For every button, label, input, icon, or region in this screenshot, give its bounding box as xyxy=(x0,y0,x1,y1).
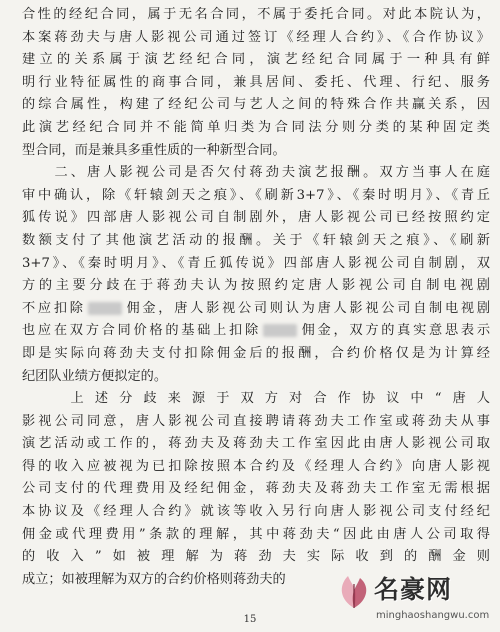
text-segment: 的收入”如被理解为蒋劲夫实际收到的酬金则 xyxy=(22,549,490,565)
text-segment: 佣金或代理费用”条款的理解，其中蒋劲夫“因此由唐人公司取得 xyxy=(22,526,490,542)
text-line xyxy=(22,162,490,185)
watermark xyxy=(330,566,498,630)
text-segment: 3+7》、《秦时明月》、《青丘狐传说》四部唐人影视公司自制剧，双 xyxy=(22,255,490,271)
text-segment: 方的主要分歧在于蒋劲夫认为按照约定唐人影视公司自制电视剧 xyxy=(22,278,490,294)
watermark-title: 名豪网 xyxy=(374,575,453,604)
text-segment: 建立的关系属于演艺经纪合同，演艺经纪合同属于一种具有鲜 xyxy=(22,52,490,68)
text-line xyxy=(22,230,490,253)
text-line xyxy=(22,343,490,366)
text-segment: 本协议及《经理人合约》就该等收入另行向唐人影视公司支付经纪 xyxy=(22,504,490,520)
page-number: 15 xyxy=(243,614,257,625)
text-line xyxy=(22,411,490,434)
text-line xyxy=(22,49,490,72)
text-segment: 不应扣除 xyxy=(22,300,86,316)
redacted-amount xyxy=(88,302,122,315)
text-segment: 演艺活动或工作的，蒋劲夫及蒋劲夫工作室因此由唐人影视公司取 xyxy=(22,436,490,452)
text-line xyxy=(22,4,490,27)
watermark-url: minghaoshangwu.com xyxy=(376,610,490,621)
text-line xyxy=(22,320,490,343)
text-segment: 即是实际向蒋劲夫支付扣除佣金后的报酬，合约价格仅是为计算经 xyxy=(22,345,490,361)
text-segment: 本案蒋劲夫与唐人影视公司通过签订《经理人合约》、《合作协议》 xyxy=(22,29,490,45)
text-segment: 的综合属性，构建了经纪公司与艺人之间的特殊合作共赢关系，因 xyxy=(22,97,490,113)
text-segment: 合性的经纪合同，属于无名合同，不属于委托合同。对此本院认为， xyxy=(22,7,490,22)
text-line xyxy=(22,501,490,524)
text-segment: 成立；如被理解为双方的合约价格则蒋劲夫的 xyxy=(22,571,286,587)
text-line xyxy=(22,117,490,140)
text-segment: 二、唐人影视公司是否欠付蒋劲夫演艺报酬。双方当事人在庭 xyxy=(22,165,490,181)
leaf-logo-icon xyxy=(334,572,374,612)
text-segment: 公司支付的代理费用及经纪佣金，蒋劲夫及蒋劲夫工作室无需根据 xyxy=(22,481,490,497)
text-line xyxy=(22,478,490,501)
redacted-amount xyxy=(263,324,297,337)
text-line xyxy=(22,388,490,411)
text-line xyxy=(22,27,490,50)
text-segment: 佣金，唐人影视公司则认为唐人影视公司自制电视剧 xyxy=(123,300,490,316)
text-line xyxy=(22,366,490,389)
text-line xyxy=(22,253,490,276)
text-segment: 明行业特征属性的商事合同，兼具居间、委托、代理、行纪、服务 xyxy=(22,74,490,90)
text-line xyxy=(22,94,490,117)
text-segment: 数额支付了其他演艺活动的报酬。关于《轩辕剑天之痕》、《刷新 xyxy=(22,232,490,248)
text-segment: 也应在双方合同价格的基础上扣除 xyxy=(22,323,261,339)
text-segment: 得的收入应被视为已扣除按照本合约及《经理人合约》向唐人影视 xyxy=(22,458,490,474)
text-segment: 型合同，而是兼具多重性质的一种新型合同。 xyxy=(22,142,286,158)
text-line xyxy=(22,433,490,456)
text-line xyxy=(22,275,490,298)
text-segment: 上述分歧来源于双方对合作协议中“唐人 xyxy=(22,391,490,407)
text-segment: 审中确认，除《轩辕剑天之痕》、《刷新3+7》、《秦时明月》、《青丘 xyxy=(22,187,490,203)
text-segment: 狐传说》四部唐人影视公司自制剧外，唐人影视公司已经按照约定 xyxy=(22,210,490,226)
text-line xyxy=(22,185,490,208)
text-line xyxy=(22,140,490,163)
text-segment: 影视公司同意，唐人影视公司直接聘请蒋劲夫工作室或蒋劲夫从事 xyxy=(22,413,490,429)
text-line xyxy=(22,72,490,95)
text-segment: 纪团队业绩方便拟定的。 xyxy=(22,368,168,384)
text-line xyxy=(22,207,490,230)
text-segment: 佣金，双方的真实意思表示 xyxy=(298,323,490,339)
text-segment: 此演艺经纪合同并不能简单归类为合同法分则分类的某种固定类 xyxy=(22,119,490,135)
text-line xyxy=(22,298,490,321)
text-line xyxy=(22,456,490,479)
text-line xyxy=(22,524,490,547)
document-body xyxy=(22,4,490,591)
